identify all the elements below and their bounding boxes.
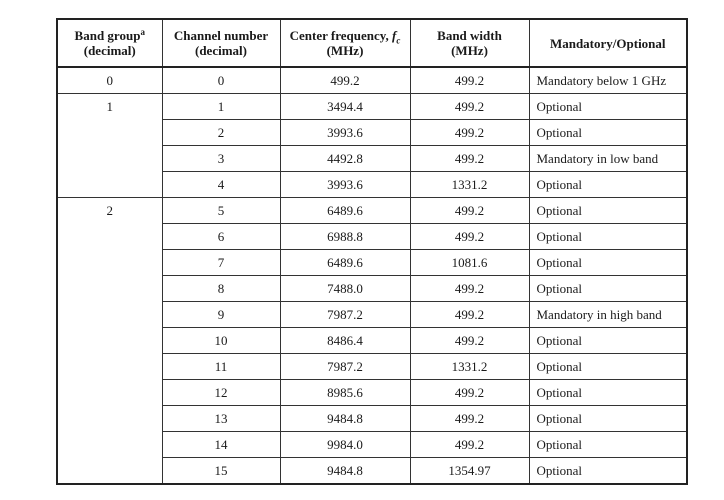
channel-number-cell: 14 (162, 432, 280, 458)
center-frequency-cell: 4492.8 (280, 146, 410, 172)
footnote-marker: a (140, 27, 145, 37)
channel-number-cell: 1 (162, 94, 280, 120)
center-frequency-cell: 9484.8 (280, 458, 410, 485)
channel-number-cell: 7 (162, 250, 280, 276)
mandatory-optional-cell: Optional (529, 94, 687, 120)
header-band-group-unit: (decimal) (83, 43, 136, 58)
header-channel-number (162, 19, 280, 67)
mandatory-optional-cell: Optional (529, 198, 687, 224)
mandatory-optional-cell: Optional (529, 120, 687, 146)
band-width-cell: 499.2 (410, 276, 529, 302)
mandatory-optional-cell: Optional (529, 458, 687, 485)
band-group-cell: 2 (57, 198, 162, 485)
table-body (57, 67, 687, 484)
channel-table-container (56, 18, 686, 485)
band-group-cell: 0 (57, 67, 162, 94)
center-frequency-symbol (392, 28, 401, 46)
channel-number-cell: 12 (162, 380, 280, 406)
channel-number-cell: 4 (162, 172, 280, 198)
center-frequency-cell: 3494.4 (280, 94, 410, 120)
mandatory-optional-cell: Optional (529, 328, 687, 354)
center-frequency-cell: 6988.8 (280, 224, 410, 250)
header-band-width-unit: (MHz) (451, 43, 488, 58)
header-center-frequency-unit: (MHz) (326, 43, 364, 58)
header-center-frequency-label: Center frequency, (289, 28, 393, 43)
band-width-cell: 499.2 (410, 328, 529, 354)
header-band-group-label: Band group (74, 28, 141, 43)
mandatory-optional-cell: Optional (529, 354, 687, 380)
center-frequency-cell: 8486.4 (280, 328, 410, 354)
mandatory-optional-cell: Optional (529, 380, 687, 406)
mandatory-optional-cell: Optional (529, 276, 687, 302)
band-width-cell: 499.2 (410, 224, 529, 250)
mandatory-optional-cell: Optional (529, 406, 687, 432)
band-width-cell: 499.2 (410, 94, 529, 120)
center-frequency-cell: 7987.2 (280, 302, 410, 328)
header-center-frequency (280, 19, 410, 67)
header-channel-number-label: Channel number (173, 28, 269, 43)
band-width-cell: 499.2 (410, 67, 529, 94)
band-width-cell: 499.2 (410, 406, 529, 432)
band-width-cell: 499.2 (410, 146, 529, 172)
header-band-width-label: Band width (437, 28, 502, 43)
mandatory-optional-cell: Optional (529, 172, 687, 198)
band-channel-table (56, 18, 688, 485)
band-width-cell: 1331.2 (410, 172, 529, 198)
channel-number-cell: 9 (162, 302, 280, 328)
band-width-cell: 1081.6 (410, 250, 529, 276)
band-width-cell: 499.2 (410, 120, 529, 146)
center-frequency-symbol-subscript: c (396, 35, 401, 46)
center-frequency-cell: 7987.2 (280, 354, 410, 380)
channel-number-cell: 8 (162, 276, 280, 302)
center-frequency-symbol-letter: f (392, 28, 397, 43)
header-channel-number-unit: (decimal) (195, 43, 247, 58)
band-width-cell: 499.2 (410, 198, 529, 224)
channel-number-cell: 0 (162, 67, 280, 94)
center-frequency-cell: 9984.0 (280, 432, 410, 458)
header-mandatory-optional-label: Mandatory/Optional (549, 35, 666, 51)
center-frequency-cell: 3993.6 (280, 172, 410, 198)
band-width-cell: 499.2 (410, 380, 529, 406)
mandatory-optional-cell: Optional (529, 432, 687, 458)
channel-number-cell: 15 (162, 458, 280, 485)
table-header-row (57, 19, 687, 67)
channel-number-cell: 2 (162, 120, 280, 146)
center-frequency-cell: 3993.6 (280, 120, 410, 146)
band-width-cell: 499.2 (410, 432, 529, 458)
center-frequency-cell: 9484.8 (280, 406, 410, 432)
mandatory-optional-cell: Optional (529, 250, 687, 276)
channel-number-cell: 13 (162, 406, 280, 432)
channel-number-cell: 3 (162, 146, 280, 172)
table-row (57, 198, 687, 224)
center-frequency-cell: 7488.0 (280, 276, 410, 302)
header-mandatory-optional (529, 19, 687, 67)
band-group-cell: 1 (57, 94, 162, 198)
header-band-width (410, 19, 529, 67)
header-band-group (57, 19, 162, 67)
channel-number-cell: 10 (162, 328, 280, 354)
mandatory-optional-cell: Mandatory below 1 GHz (529, 67, 687, 94)
band-width-cell: 1354.97 (410, 458, 529, 485)
mandatory-optional-cell: Optional (529, 224, 687, 250)
band-width-cell: 1331.2 (410, 354, 529, 380)
channel-number-cell: 5 (162, 198, 280, 224)
channel-number-cell: 11 (162, 354, 280, 380)
table-row (57, 94, 687, 120)
channel-number-cell: 6 (162, 224, 280, 250)
center-frequency-cell: 8985.6 (280, 380, 410, 406)
band-width-cell: 499.2 (410, 302, 529, 328)
center-frequency-cell: 6489.6 (280, 198, 410, 224)
mandatory-optional-cell: Mandatory in low band (529, 146, 687, 172)
table-row (57, 67, 687, 94)
mandatory-optional-cell: Mandatory in high band (529, 302, 687, 328)
center-frequency-cell: 6489.6 (280, 250, 410, 276)
center-frequency-cell: 499.2 (280, 67, 410, 94)
